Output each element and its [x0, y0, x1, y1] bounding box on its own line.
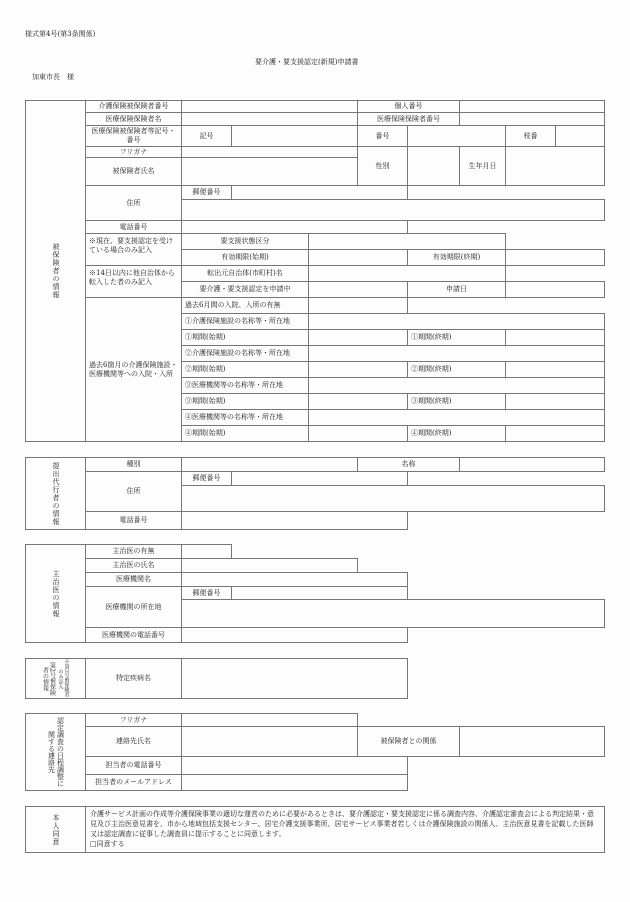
agent-name-label: 名称 — [357, 457, 460, 472]
has-doctor-label: 主治医の有無 — [85, 544, 182, 559]
doctor-postal-code-input[interactable] — [231, 586, 408, 600]
application-date-label: 申請日 — [407, 281, 506, 298]
origin-municipality-input[interactable] — [308, 265, 506, 282]
staff-phone-label: 担当者の電話番号 — [85, 756, 182, 775]
birthdate-input[interactable] — [505, 146, 605, 186]
facility-end-label: ④期間(終期) — [407, 425, 506, 442]
facility-end-input[interactable] — [505, 393, 605, 410]
addressee: 加東市長 様 — [32, 73, 74, 81]
branch-number-input[interactable] — [555, 125, 605, 147]
relationship-input[interactable] — [459, 726, 605, 757]
contact-furigana-label: フリガナ — [85, 713, 182, 727]
staff-email-input[interactable] — [181, 774, 408, 791]
type2-section-label-text: 第2号被保険者の情報 — [41, 661, 56, 696]
care-insurance-number-label: 介護保険被保険者番号 — [85, 100, 182, 113]
agent-postal-code-label: 郵便番号 — [181, 471, 232, 486]
agent-address-input[interactable] — [181, 485, 605, 512]
institution-address-input[interactable] — [181, 599, 605, 628]
facility-name-label: ③医療機関等の名称等・所在地 — [181, 377, 309, 394]
origin-municipality-label: 転出元自治体(市町村)名 — [181, 265, 309, 282]
facility-name-input[interactable] — [308, 345, 605, 362]
personal-number-label: 個人番号 — [357, 100, 460, 113]
postal-code-label: 郵便番号 — [181, 185, 232, 200]
consent-text-box — [85, 806, 605, 853]
doctor-name-input[interactable] — [181, 558, 358, 573]
agent-address-label: 住所 — [85, 471, 182, 512]
insured-name-label: 被保険者氏名 — [85, 157, 182, 186]
doctor-section-label — [25, 544, 86, 643]
facility-end-input[interactable] — [505, 361, 605, 378]
agent-phone-input[interactable] — [181, 511, 408, 530]
address-label: 住所 — [85, 185, 182, 221]
facility-start-label: ①期間(始期) — [181, 329, 309, 346]
symbol-label: 記号 — [181, 125, 232, 147]
consent-checkbox[interactable]: □同意する — [90, 840, 125, 848]
contact-section-label-text: 認定調査の日程調整に関する連絡先 — [47, 717, 65, 787]
staff-email-label: 担当者のメールアドレス — [85, 774, 182, 791]
consent-section-label-text: 本人同意 — [52, 813, 60, 846]
consent-text: 介護サービス計画の作成等介護保険事業の適切な運営のために必要があるときは、要介護認定・要支援認定に係る調査内容、介護認定審査会による判定結果・意見及び主治医意見書を、市から地域包括支援センター、居宅介護支援事業所、居宅サービス事業者若しくは介護保険施設の関係人、主治医意見書を記載した医師又は認定調査に従事した調査員に提示することに同意します。 — [90, 810, 594, 838]
current-support-note: ※現在、要支援認定を受けている場合のみ記入 — [85, 233, 182, 266]
medical-symbol-number-label: 医療保険被保険者等記号・番号 — [85, 125, 182, 147]
form-number: 様式第4号(第3条関係) — [25, 30, 96, 38]
gender-input[interactable] — [407, 146, 460, 186]
gender-label: 性別 — [357, 146, 408, 186]
institution-phone-input[interactable] — [181, 627, 408, 643]
type2-section-label — [25, 658, 86, 699]
agent-postal-code-input[interactable] — [231, 471, 408, 486]
facility-start-label: ④期間(始期) — [181, 425, 309, 442]
phone-label: 電話番号 — [85, 220, 182, 234]
agent-name-input[interactable] — [459, 457, 605, 472]
support-status-input[interactable] — [308, 233, 506, 250]
facility-start-input[interactable] — [308, 329, 408, 346]
medical-insurer-number-input[interactable] — [459, 112, 605, 126]
admission-note: 過去6箇月の介護保険施設・医療機関等への入院・入所 — [85, 297, 182, 442]
medical-insurer-number-label: 医療保険保険者番号 — [357, 112, 460, 126]
institution-phone-label: 医療機関の電話番号 — [85, 627, 182, 643]
insured-name-input[interactable] — [181, 157, 358, 186]
institution-name-input[interactable] — [181, 572, 408, 587]
medical-insurer-name-label: 医療保険保険者名 — [85, 112, 182, 126]
facility-start-input[interactable] — [308, 425, 408, 442]
facility-start-input[interactable] — [308, 393, 408, 410]
doctor-section-label-text: 主治医の情報 — [52, 569, 60, 618]
disease-label: 特定疾病名 — [85, 658, 182, 699]
doctor-postal-code-label: 郵便番号 — [181, 586, 232, 600]
phone-input[interactable] — [181, 220, 408, 234]
contact-section-label — [25, 713, 86, 791]
facility-name-label: ①介護保険施設の名称等・所在地 — [181, 313, 309, 330]
contact-name-input[interactable] — [181, 726, 358, 757]
applying-label: 要介護・要支援認定を申請中 — [181, 281, 309, 298]
facility-name-label: ②介護保険施設の名称等・所在地 — [181, 345, 309, 362]
type2-section-note: ※第2号被保険者のみ記入 — [57, 659, 70, 698]
transfer-note: ※14日以内に他自治体から転入した者のみ記入 — [85, 265, 182, 298]
agent-section-label — [25, 457, 86, 530]
facility-name-input[interactable] — [308, 313, 605, 330]
branch-number-label: 枝番 — [505, 125, 556, 147]
institution-address-label: 医療機関の所在地 — [85, 586, 182, 628]
support-status-label: 要支援状態区分 — [181, 233, 309, 250]
facility-start-input[interactable] — [308, 361, 408, 378]
applying-input[interactable] — [308, 281, 408, 298]
contact-furigana-input[interactable] — [181, 713, 358, 727]
relationship-label: 被保険者との関係 — [357, 726, 460, 757]
consent-section-label — [25, 806, 86, 853]
agent-phone-label: 電話番号 — [85, 511, 182, 530]
postal-code-input[interactable] — [231, 185, 408, 200]
insured-section-label — [25, 100, 86, 442]
agent-section-label-text: 提出代行者の情報 — [52, 461, 60, 526]
disease-input[interactable] — [181, 658, 408, 699]
insured-section-label-text: 被保険者の情報 — [52, 243, 60, 299]
agent-type-label: 種別 — [85, 457, 182, 472]
doctor-name-label: 主治医の氏名 — [85, 558, 182, 573]
facility-end-label: ①期間(終期) — [407, 329, 506, 346]
staff-phone-input[interactable] — [181, 756, 408, 775]
number-label: 番号 — [357, 125, 408, 147]
valid-end-input[interactable] — [505, 249, 605, 266]
facility-name-input[interactable] — [308, 409, 605, 426]
past-admission-label: 過去6月間の入院、入所の有無 — [181, 297, 309, 314]
facility-name-input[interactable] — [308, 377, 605, 394]
has-doctor-input[interactable] — [181, 544, 232, 559]
valid-start-label: 有効期限(始期) — [181, 249, 309, 266]
birthdate-label: 生年月日 — [459, 146, 506, 186]
facility-end-input[interactable] — [505, 425, 605, 442]
facility-start-label: ③期間(始期) — [181, 393, 309, 410]
medical-insurer-name-input[interactable] — [181, 112, 358, 126]
address-input[interactable] — [181, 199, 605, 221]
institution-name-label: 医療機関名 — [85, 572, 182, 587]
facility-end-label: ③期間(終期) — [407, 393, 506, 410]
facility-name-label: ④医療機関等の名称等・所在地 — [181, 409, 309, 426]
number-input[interactable] — [407, 125, 506, 147]
past-admission-input[interactable] — [308, 297, 408, 314]
agent-type-input[interactable] — [181, 457, 358, 472]
valid-start-input[interactable] — [308, 249, 408, 266]
valid-end-label: 有効期限(終期) — [407, 249, 506, 266]
facility-start-label: ②期間(始期) — [181, 361, 309, 378]
symbol-input[interactable] — [231, 125, 358, 147]
furigana-label: フリガナ — [85, 146, 182, 158]
facility-end-input[interactable] — [505, 329, 605, 346]
application-date-input[interactable] — [505, 281, 605, 298]
facility-end-label: ②期間(終期) — [407, 361, 506, 378]
page-title: 要介護・要支援認定(新規)申請書 — [255, 58, 359, 66]
contact-name-label: 連絡先氏名 — [85, 726, 182, 757]
